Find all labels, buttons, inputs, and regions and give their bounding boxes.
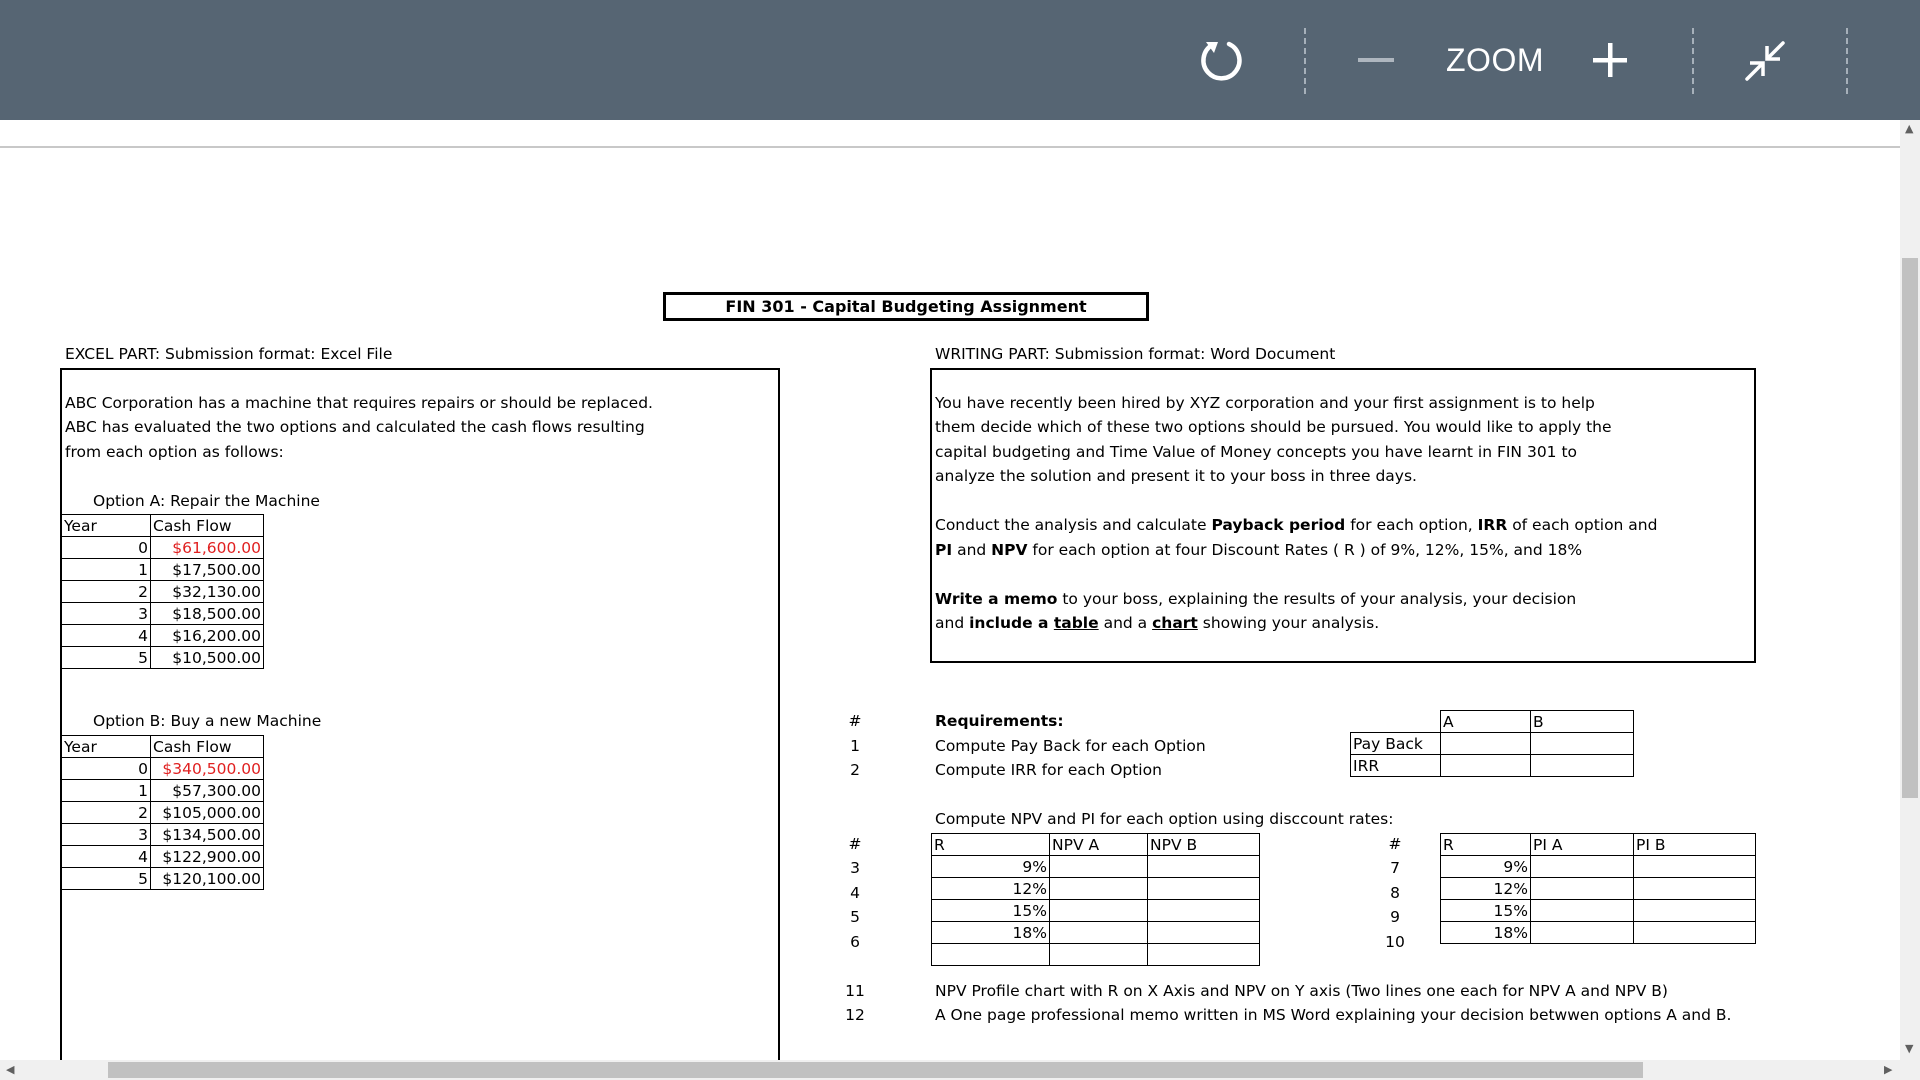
table-row bbox=[62, 758, 264, 780]
minus-icon bbox=[1358, 58, 1394, 62]
horizontal-scroll-thumb[interactable] bbox=[108, 1062, 1643, 1078]
req-num-6: 6 bbox=[850, 933, 860, 951]
year-cell: 1 bbox=[62, 780, 151, 802]
req-text-2: Compute IRR for each Option bbox=[935, 761, 1162, 779]
year-cell: 5 bbox=[62, 647, 151, 669]
year-cell: 1 bbox=[62, 559, 151, 581]
text-run: Conduct the analysis and calculate bbox=[935, 516, 1212, 534]
plus-icon bbox=[1591, 41, 1629, 79]
cash-flow-cell: $10,500.00 bbox=[151, 647, 264, 669]
empty-cell[interactable] bbox=[1531, 922, 1634, 944]
writing-p1-line-2: them decide which of these two options should be pursued. You would like to apply the bbox=[935, 418, 1612, 436]
npv-heading: Compute NPV and PI for each option using disccount rates: bbox=[935, 810, 1394, 828]
cash-flow-cell: $340,500.00 bbox=[151, 758, 264, 780]
req-num-3: 3 bbox=[850, 859, 860, 877]
req-num-11: 11 bbox=[845, 982, 865, 1000]
col-year: Year bbox=[62, 736, 151, 758]
toolbar-separator bbox=[1304, 28, 1306, 94]
excel-part-heading: EXCEL PART: Submission format: Excel File bbox=[65, 345, 393, 363]
empty-cell[interactable] bbox=[1634, 922, 1756, 944]
empty-cell[interactable] bbox=[1531, 856, 1634, 878]
text-run: include a bbox=[969, 614, 1054, 632]
text-run: NPV bbox=[991, 541, 1028, 559]
cash-flow-cell: $120,100.00 bbox=[151, 868, 264, 890]
req-num-12: 12 bbox=[845, 1006, 865, 1024]
option-a-table bbox=[61, 514, 264, 669]
writing-p3-line-1 bbox=[935, 588, 1576, 610]
req-num-8: 8 bbox=[1390, 884, 1400, 902]
cash-flow-cell: $17,500.00 bbox=[151, 559, 264, 581]
empty-cell[interactable] bbox=[1531, 878, 1634, 900]
spreadsheet-page bbox=[0, 148, 1900, 1060]
text-run: Write a memo bbox=[935, 590, 1058, 608]
empty-cell[interactable] bbox=[1531, 755, 1634, 777]
cash-flow-cell: $122,900.00 bbox=[151, 846, 264, 868]
empty-cell[interactable] bbox=[1050, 878, 1148, 900]
option-b-title: Option B: Buy a new Machine bbox=[93, 712, 322, 730]
year-cell: 4 bbox=[62, 625, 151, 647]
rate-cell: 18% bbox=[1441, 922, 1531, 944]
req-num-7: 7 bbox=[1390, 859, 1400, 877]
refresh-icon[interactable] bbox=[1196, 34, 1246, 86]
col-npv-b: NPV B bbox=[1148, 834, 1260, 856]
table-row bbox=[62, 625, 264, 647]
table-row bbox=[932, 944, 1260, 966]
empty-cell[interactable] bbox=[1050, 900, 1148, 922]
req-num-2: 2 bbox=[850, 761, 860, 779]
cash-flow-cell: $16,200.00 bbox=[151, 625, 264, 647]
writing-part-heading: WRITING PART: Submission format: Word Document bbox=[935, 345, 1336, 363]
col-pi-a: PI A bbox=[1531, 834, 1634, 856]
empty-cell[interactable] bbox=[1148, 878, 1260, 900]
text-run: and bbox=[952, 541, 992, 559]
year-cell: 2 bbox=[62, 581, 151, 603]
col-a: A bbox=[1441, 711, 1531, 733]
table-row bbox=[932, 878, 1260, 900]
payback-irr-table bbox=[1350, 710, 1634, 777]
table-row bbox=[62, 603, 264, 625]
empty-cell[interactable] bbox=[1531, 900, 1634, 922]
empty-cell[interactable] bbox=[1050, 856, 1148, 878]
zoom-in-button[interactable] bbox=[1590, 40, 1630, 80]
year-cell: 4 bbox=[62, 846, 151, 868]
table-row bbox=[932, 922, 1260, 944]
text-run: and bbox=[935, 614, 970, 632]
text-run: for each option at four Discount Rates ( R ) of 9%, 12%, 15%, and 18% bbox=[1027, 541, 1583, 559]
rate-cell: 18% bbox=[932, 922, 1050, 944]
col-npv-a: NPV A bbox=[1050, 834, 1148, 856]
text-run: to your boss, explaining the results of your analysis, your decision bbox=[1057, 590, 1577, 608]
req-num-10: 10 bbox=[1385, 933, 1405, 951]
text-run: table bbox=[1053, 614, 1099, 632]
cash-flow-cell: $105,000.00 bbox=[151, 802, 264, 824]
year-cell: 3 bbox=[62, 824, 151, 846]
collapse-button[interactable] bbox=[1742, 38, 1788, 84]
scroll-left-arrow-icon[interactable]: ◀ bbox=[6, 1063, 15, 1076]
npv-table bbox=[931, 833, 1260, 966]
assignment-title: FIN 301 - Capital Budgeting Assignment bbox=[663, 292, 1149, 321]
table-row bbox=[62, 581, 264, 603]
col-cash-flow: Cash Flow bbox=[151, 736, 264, 758]
col-r: R bbox=[932, 834, 1050, 856]
req-text-12: A One page professional memo written in MS Word explaining your decision betwwen options A and B. bbox=[935, 1006, 1732, 1024]
collapse-arrows-icon bbox=[1743, 39, 1787, 83]
cash-flow-cell: $32,130.00 bbox=[151, 581, 264, 603]
text-run: showing your analysis. bbox=[1197, 614, 1380, 632]
req-text-11: NPV Profile chart with R on X Axis and NPV on Y axis (Two lines one each for NPV A and NPV B) bbox=[935, 982, 1668, 1000]
text-run: of each option and bbox=[1507, 516, 1658, 534]
year-cell: 0 bbox=[62, 537, 151, 559]
table-row bbox=[1441, 856, 1756, 878]
zoom-label: ZOOM bbox=[1446, 41, 1544, 78]
writing-p2-line-2 bbox=[935, 539, 1582, 561]
scroll-up-arrow-icon[interactable]: ▲ bbox=[1905, 122, 1914, 135]
scroll-down-arrow-icon[interactable]: ▼ bbox=[1905, 1042, 1914, 1055]
table-row bbox=[62, 537, 264, 559]
empty-cell[interactable] bbox=[1634, 900, 1756, 922]
cash-flow-cell: $61,600.00 bbox=[151, 537, 264, 559]
cash-flow-cell: $134,500.00 bbox=[151, 824, 264, 846]
col-b: B bbox=[1531, 711, 1634, 733]
text-run: and a bbox=[1098, 614, 1153, 632]
table-row bbox=[1441, 900, 1756, 922]
viewer-toolbar bbox=[0, 0, 1920, 120]
row-label: IRR bbox=[1351, 755, 1441, 777]
excel-intro-line-1: ABC Corporation has a machine that requires repairs or should be replaced. bbox=[65, 394, 653, 412]
writing-p3-line-2 bbox=[935, 612, 1379, 634]
req-num-5: 5 bbox=[850, 908, 860, 926]
empty-cell[interactable] bbox=[1441, 733, 1531, 755]
empty-cell[interactable] bbox=[1050, 944, 1148, 966]
year-cell: 2 bbox=[62, 802, 151, 824]
excel-intro-line-2: ABC has evaluated the two options and calculated the cash flows resulting bbox=[65, 418, 645, 436]
year-cell: 0 bbox=[62, 758, 151, 780]
empty-cell[interactable] bbox=[1050, 922, 1148, 944]
table-row bbox=[62, 780, 264, 802]
text-run: IRR bbox=[1477, 516, 1508, 534]
table-row bbox=[62, 868, 264, 890]
requirements-heading: Requirements: bbox=[935, 712, 1064, 730]
option-b-table bbox=[61, 735, 264, 890]
empty-cell[interactable] bbox=[1634, 878, 1756, 900]
table-row bbox=[1441, 922, 1756, 944]
table-row bbox=[932, 856, 1260, 878]
table-row bbox=[1351, 755, 1634, 777]
rate-cell: 12% bbox=[1441, 878, 1531, 900]
col-r: R bbox=[1441, 834, 1531, 856]
blank-cell bbox=[1351, 711, 1441, 733]
writing-p1-line-1: You have recently been hired by XYZ corporation and your first assignment is to help bbox=[935, 394, 1595, 412]
cash-flow-cell: $57,300.00 bbox=[151, 780, 264, 802]
req-num-9: 9 bbox=[1390, 908, 1400, 926]
req-num-4: 4 bbox=[850, 884, 860, 902]
rate-cell: 12% bbox=[932, 878, 1050, 900]
rate-cell: 9% bbox=[932, 856, 1050, 878]
table-row bbox=[62, 647, 264, 669]
zoom-out-button[interactable] bbox=[1356, 44, 1396, 76]
pi-table bbox=[1440, 833, 1756, 944]
req-text-1: Compute Pay Back for each Option bbox=[935, 737, 1206, 755]
text-run: for each option, bbox=[1345, 516, 1478, 534]
table-row bbox=[62, 802, 264, 824]
table-row bbox=[62, 824, 264, 846]
cash-flow-cell: $18,500.00 bbox=[151, 603, 264, 625]
col-year: Year bbox=[62, 515, 151, 537]
rate-cell: 9% bbox=[1441, 856, 1531, 878]
table-row bbox=[62, 846, 264, 868]
empty-cell[interactable] bbox=[1148, 856, 1260, 878]
text-run: Payback period bbox=[1211, 516, 1346, 534]
hash-label: # bbox=[848, 835, 862, 853]
writing-p1-line-4: analyze the solution and present it to your boss in three days. bbox=[935, 467, 1417, 485]
text-run: PI bbox=[935, 541, 953, 559]
writing-p1-line-3: capital budgeting and Time Value of Money concepts you have learnt in FIN 301 to bbox=[935, 443, 1578, 461]
writing-p2-line-1 bbox=[935, 514, 1657, 536]
year-cell: 5 bbox=[62, 868, 151, 890]
toolbar-separator bbox=[1846, 28, 1848, 94]
table-row bbox=[1441, 878, 1756, 900]
empty-cell[interactable] bbox=[932, 944, 1050, 966]
scroll-right-arrow-icon[interactable]: ▶ bbox=[1884, 1063, 1893, 1076]
empty-cell[interactable] bbox=[1634, 856, 1756, 878]
empty-cell[interactable] bbox=[1148, 922, 1260, 944]
table-row bbox=[932, 900, 1260, 922]
table-row bbox=[62, 559, 264, 581]
col-cash-flow: Cash Flow bbox=[151, 515, 264, 537]
rate-cell: 15% bbox=[1441, 900, 1531, 922]
empty-cell[interactable] bbox=[1148, 944, 1260, 966]
option-a-title: Option A: Repair the Machine bbox=[93, 492, 320, 510]
year-cell: 3 bbox=[62, 603, 151, 625]
req-num-1: 1 bbox=[850, 737, 860, 755]
col-pi-b: PI B bbox=[1634, 834, 1756, 856]
rate-cell: 15% bbox=[932, 900, 1050, 922]
vertical-scroll-thumb[interactable] bbox=[1902, 258, 1918, 798]
empty-cell[interactable] bbox=[1531, 733, 1634, 755]
empty-cell[interactable] bbox=[1148, 900, 1260, 922]
hash-label: # bbox=[848, 712, 862, 730]
table-row bbox=[1351, 733, 1634, 755]
toolbar-separator bbox=[1692, 28, 1694, 94]
row-label: Pay Back bbox=[1351, 733, 1441, 755]
hash-label: # bbox=[1388, 835, 1402, 853]
text-run: chart bbox=[1152, 614, 1198, 632]
empty-cell[interactable] bbox=[1441, 755, 1531, 777]
excel-intro-line-3: from each option as follows: bbox=[65, 443, 284, 461]
